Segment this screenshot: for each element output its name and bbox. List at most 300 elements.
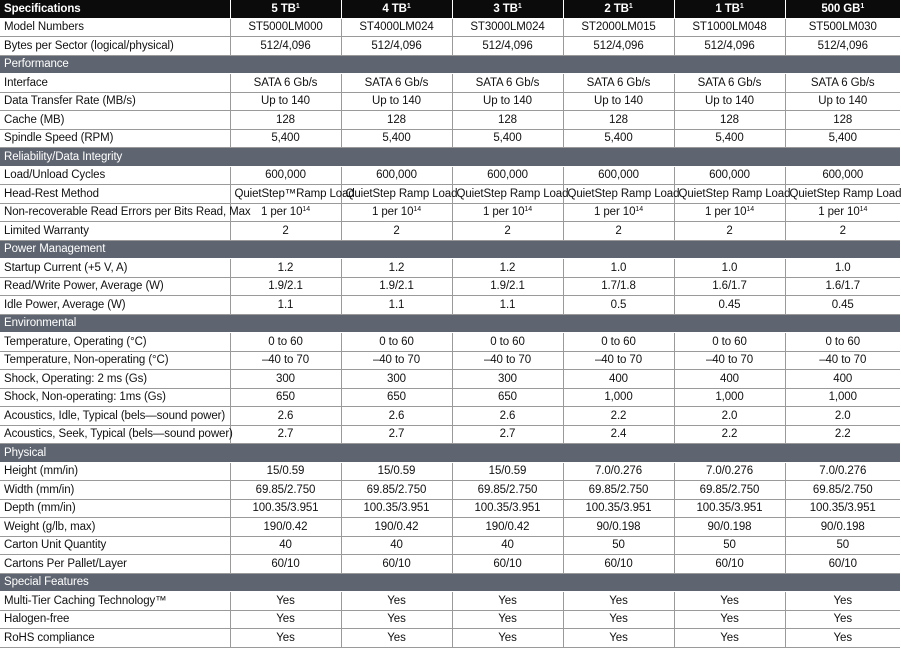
- spec-value-text: 100.35/3.951: [474, 502, 541, 515]
- spec-row: [0, 333, 900, 352]
- spec-value-text: 1 per 10: [705, 206, 747, 219]
- spec-value: [230, 592, 341, 611]
- spec-label: Halogen-free: [0, 610, 230, 629]
- spec-value-text: 2: [726, 224, 733, 237]
- spec-value-text: Up to 140: [372, 95, 421, 108]
- spec-row: [0, 351, 900, 370]
- spec-value: [230, 351, 341, 370]
- spec-value: [563, 610, 674, 629]
- spec-label: Acoustics, Idle, Typical (bels—sound power): [0, 407, 230, 426]
- spec-value: [563, 388, 674, 407]
- spec-body: [0, 18, 900, 647]
- spec-value-text: 1,000: [604, 391, 633, 404]
- spec-value: [563, 499, 674, 518]
- section-header-row: [0, 573, 900, 592]
- spec-label: Shock, Operating: 2 ms (Gs): [0, 370, 230, 389]
- spec-value: [785, 407, 900, 426]
- spec-value: [341, 277, 452, 296]
- spec-value-text: 1 per 10: [483, 206, 525, 219]
- spec-value-text: 5,400: [382, 132, 411, 145]
- spec-value: [674, 462, 785, 481]
- spec-value: [785, 425, 900, 444]
- header-label: [0, 0, 230, 18]
- spec-value-text: 50: [612, 539, 625, 552]
- spec-value-text: 2: [839, 224, 846, 237]
- spec-value: [452, 277, 563, 296]
- spec-value-text: –40 to 70: [483, 354, 532, 367]
- spec-row: [0, 555, 900, 574]
- spec-value: [230, 499, 341, 518]
- spec-value: [341, 425, 452, 444]
- spec-value-text: 600,000: [487, 169, 528, 182]
- spec-value: [452, 610, 563, 629]
- spec-value: [563, 296, 674, 315]
- spec-value: [785, 74, 900, 93]
- spec-value: [785, 259, 900, 278]
- spec-value: [341, 592, 452, 611]
- spec-value-text: QuietStep Ramp Load: [456, 187, 569, 200]
- spec-value: [785, 518, 900, 537]
- spec-value: [230, 92, 341, 111]
- spec-value: [452, 18, 563, 37]
- capacity-value: 2 TB: [604, 2, 629, 15]
- spec-value-text: Yes: [276, 594, 295, 607]
- spec-value: [563, 462, 674, 481]
- spec-value: [341, 555, 452, 574]
- spec-value: [452, 462, 563, 481]
- spec-value-text: 1.2: [499, 261, 516, 274]
- section-title: Physical: [0, 444, 900, 463]
- spec-value: [341, 499, 452, 518]
- spec-label: Multi-Tier Caching Technology™: [0, 592, 230, 611]
- spec-value-text: 600,000: [822, 169, 864, 182]
- spec-value-text: 128: [498, 113, 517, 126]
- spec-value: [785, 18, 900, 37]
- spec-value-text: 7.0/0.276: [705, 465, 754, 478]
- spec-value: [785, 481, 900, 500]
- spec-header: [0, 0, 900, 18]
- spec-value: [563, 222, 674, 241]
- spec-value-text: Yes: [387, 613, 406, 626]
- spec-value: [785, 370, 900, 389]
- spec-value-text: –40 to 70: [819, 354, 867, 367]
- spec-value-text: 90/0.198: [596, 520, 641, 533]
- spec-value-text: 1.6/1.7: [825, 280, 860, 293]
- spec-value-text: 1.7/1.8: [601, 280, 636, 293]
- spec-value: [341, 536, 452, 555]
- spec-value: [563, 129, 674, 148]
- spec-value: [674, 185, 791, 204]
- spec-value: [674, 610, 785, 629]
- spec-value-text: 1.0: [610, 261, 627, 274]
- spec-value: [563, 333, 674, 352]
- spec-value-text: Yes: [387, 594, 406, 607]
- spec-value-text: 2.0: [834, 409, 851, 422]
- spec-value-text: 300: [276, 372, 295, 385]
- capacity-value: 1 TB: [715, 2, 740, 15]
- spec-value-text: 100.35/3.951: [809, 502, 876, 515]
- spec-value: [785, 37, 900, 56]
- spec-value-text: Yes: [720, 613, 739, 626]
- spec-value-text: 69.85/2.750: [588, 483, 649, 496]
- spec-value-text: SATA 6 Gb/s: [586, 76, 651, 89]
- spec-value: [452, 259, 563, 278]
- spec-value: [785, 277, 900, 296]
- spec-value: [452, 222, 563, 241]
- spec-value-text: 100.35/3.951: [585, 502, 652, 515]
- spec-value-text: 0.45: [831, 298, 854, 311]
- spec-value: [674, 74, 785, 93]
- section-title: Special Features: [0, 573, 900, 592]
- spec-value: [452, 185, 569, 204]
- spec-value: [452, 481, 563, 500]
- spec-value-text: Yes: [498, 594, 517, 607]
- capacity-header: [230, 0, 341, 18]
- spec-value-text: 50: [723, 539, 736, 552]
- spec-value: [785, 610, 900, 629]
- spec-value: [452, 203, 563, 222]
- spec-value: [452, 74, 563, 93]
- spec-value-text: 100.35/3.951: [252, 502, 319, 515]
- spec-value: [341, 203, 452, 222]
- spec-label: Spindle Speed (RPM): [0, 129, 230, 148]
- capacity-header: [563, 0, 674, 18]
- spec-row: [0, 518, 900, 537]
- spec-value-text: Up to 140: [818, 95, 868, 108]
- spec-value: [674, 92, 785, 111]
- spec-value-text: 650: [498, 391, 517, 404]
- spec-value: [341, 333, 452, 352]
- exponent: 14: [413, 206, 421, 214]
- spec-value-text: –40 to 70: [594, 354, 643, 367]
- spec-label: Read/Write Power, Average (W): [0, 277, 230, 296]
- spec-value: [785, 499, 900, 518]
- spec-label: Depth (mm/in): [0, 499, 230, 518]
- spec-value-text: 2: [504, 224, 511, 237]
- spec-value-text: 1.0: [834, 261, 851, 274]
- spec-value: [563, 185, 680, 204]
- spec-value-text: 2.6: [277, 409, 294, 422]
- spec-value: [452, 37, 563, 56]
- spec-value: [341, 296, 452, 315]
- spec-value-text: 1.9/2.1: [490, 280, 525, 293]
- spec-label: Limited Warranty: [0, 222, 230, 241]
- section-header-row: [0, 55, 900, 74]
- spec-value: [341, 388, 452, 407]
- spec-value: [674, 629, 785, 648]
- spec-row: [0, 166, 900, 185]
- spec-value-text: 100.35/3.951: [696, 502, 763, 515]
- spec-value: [563, 351, 674, 370]
- spec-row: [0, 259, 900, 278]
- spec-label: Height (mm/in): [0, 462, 230, 481]
- spec-value: [674, 425, 785, 444]
- spec-value: [230, 259, 341, 278]
- spec-value: [230, 166, 341, 185]
- capacity-value: 4 TB: [382, 2, 407, 15]
- spec-value-text: ST4000LM024: [359, 21, 434, 34]
- spec-row: [0, 277, 900, 296]
- spec-value-text: 15/0.59: [488, 465, 527, 478]
- spec-value: [674, 592, 785, 611]
- spec-value: [785, 203, 900, 222]
- spec-value: [674, 518, 785, 537]
- spec-value: [674, 481, 785, 500]
- spec-label: Temperature, Non-operating (°C): [0, 351, 230, 370]
- spec-value-text: SATA 6 Gb/s: [697, 76, 762, 89]
- spec-value-text: 2: [393, 224, 400, 237]
- spec-value-text: 128: [833, 113, 853, 126]
- spec-row: [0, 18, 900, 37]
- spec-label: Interface: [0, 74, 230, 93]
- spec-value: [674, 166, 785, 185]
- capacity-header: [785, 0, 900, 18]
- spec-value-text: 1.0: [721, 261, 738, 274]
- spec-value-text: Yes: [833, 613, 852, 626]
- spec-value-text: 2.6: [388, 409, 405, 422]
- exponent: 14: [859, 206, 868, 214]
- spec-value: [341, 351, 452, 370]
- spec-value: [341, 518, 452, 537]
- spec-value: [341, 259, 452, 278]
- capacity-value: 3 TB: [493, 2, 518, 15]
- capacity-header: [341, 0, 452, 18]
- spec-value-text: 2.7: [277, 428, 294, 441]
- spec-value: [674, 499, 785, 518]
- spec-value: [674, 370, 785, 389]
- footnote-mark: 1: [628, 2, 633, 10]
- spec-value: [563, 518, 674, 537]
- spec-value-text: 2: [615, 224, 622, 237]
- section-header-row: [0, 444, 900, 463]
- spec-row: [0, 536, 900, 555]
- spec-row: [0, 425, 900, 444]
- spec-value-text: Yes: [720, 594, 739, 607]
- section-header-row: [0, 314, 900, 333]
- spec-value-text: 1,000: [828, 391, 857, 404]
- spec-value-text: 400: [720, 372, 739, 385]
- exponent: 14: [524, 206, 532, 214]
- spec-value: [341, 462, 452, 481]
- spec-value-text: ST3000LM024: [470, 21, 545, 34]
- spec-value: [674, 111, 785, 130]
- spec-value: [563, 629, 674, 648]
- spec-value-text: 90/0.198: [820, 520, 865, 533]
- footnote-mark: 1: [406, 2, 411, 10]
- spec-label: Carton Unit Quantity: [0, 536, 230, 555]
- spec-label: Load/Unload Cycles: [0, 166, 230, 185]
- spec-value-text: QuietStep Ramp Load: [789, 187, 901, 200]
- spec-value-text: Yes: [387, 631, 406, 644]
- spec-value-text: SATA 6 Gb/s: [810, 76, 875, 89]
- spec-value-text: 400: [609, 372, 628, 385]
- spec-value: [452, 518, 563, 537]
- spec-value-text: 1.1: [388, 298, 405, 311]
- spec-value-text: 128: [609, 113, 628, 126]
- spec-row: [0, 407, 900, 426]
- spec-value-text: 600,000: [376, 169, 417, 182]
- spec-row: [0, 74, 900, 93]
- spec-value-text: 1.6/1.7: [712, 280, 747, 293]
- footnote-mark: 1: [295, 2, 300, 10]
- spec-row: [0, 629, 900, 648]
- spec-value-text: 60/10: [493, 557, 522, 570]
- spec-value-text: QuietStep™Ramp Load: [234, 187, 355, 200]
- spec-value-text: 1.2: [277, 261, 294, 274]
- spec-row: [0, 111, 900, 130]
- spec-value: [452, 370, 563, 389]
- spec-label: Data Transfer Rate (MB/s): [0, 92, 230, 111]
- spec-value: [563, 277, 674, 296]
- spec-value: [563, 74, 674, 93]
- spec-value: [452, 92, 563, 111]
- capacity-header: [674, 0, 785, 18]
- spec-value: [785, 536, 900, 555]
- spec-value-text: 2: [282, 224, 289, 237]
- spec-value-text: 69.85/2.750: [699, 483, 760, 496]
- spec-value: [785, 296, 900, 315]
- spec-value-text: 2.0: [721, 409, 738, 422]
- spec-value-text: 69.85/2.750: [255, 483, 316, 496]
- header-row: [0, 0, 900, 18]
- spec-value-text: 0 to 60: [268, 335, 303, 348]
- spec-value: [674, 18, 785, 37]
- spec-value-text: 1,000: [715, 391, 744, 404]
- spec-value-text: 15/0.59: [377, 465, 416, 478]
- spec-value-text: 0 to 60: [825, 335, 860, 348]
- spec-row: [0, 222, 900, 241]
- spec-value-text: QuietStep Ramp Load: [345, 187, 458, 200]
- spec-value-text: 0 to 60: [601, 335, 636, 348]
- spec-value: [674, 277, 785, 296]
- spec-value-text: 40: [279, 539, 292, 552]
- spec-value: [230, 425, 341, 444]
- spec-value-text: 2.2: [610, 409, 627, 422]
- spec-row: [0, 37, 900, 56]
- spec-value-text: 5,400: [493, 132, 522, 145]
- section-title: Reliability/Data Integrity: [0, 148, 900, 167]
- spec-value-text: 69.85/2.750: [477, 483, 538, 496]
- spec-value: [563, 18, 674, 37]
- section-header-row: [0, 148, 900, 167]
- spec-value: [452, 111, 563, 130]
- spec-row: [0, 592, 900, 611]
- spec-value-text: 128: [387, 113, 406, 126]
- spec-value: [452, 166, 563, 185]
- spec-value-text: ST1000LM048: [692, 21, 767, 34]
- spec-value-text: –40 to 70: [372, 354, 421, 367]
- spec-value-text: 1 per 10: [261, 206, 303, 219]
- spec-value-text: 1.9/2.1: [268, 280, 303, 293]
- spec-row: [0, 185, 900, 204]
- spec-value-text: 512/4,096: [371, 39, 422, 52]
- spec-value: [563, 425, 674, 444]
- spec-value-text: QuietStep Ramp Load: [567, 187, 680, 200]
- spec-value-text: 5,400: [271, 132, 300, 145]
- spec-value: [230, 296, 341, 315]
- section-header-row: [0, 240, 900, 259]
- spec-value-text: 100.35/3.951: [363, 502, 430, 515]
- spec-value: [563, 481, 674, 500]
- spec-value: [452, 333, 563, 352]
- capacity-value: 500 GB: [821, 2, 861, 15]
- spec-value: [341, 166, 452, 185]
- spec-value-text: Yes: [609, 631, 628, 644]
- spec-value-text: 1.1: [277, 298, 294, 311]
- spec-value-text: 2.2: [721, 428, 738, 441]
- spec-label: Acoustics, Seek, Typical (bels—sound power): [0, 425, 230, 444]
- spec-row: [0, 481, 900, 500]
- spec-value-text: 400: [833, 372, 853, 385]
- spec-value: [785, 111, 900, 130]
- spec-value-text: 512/4,096: [704, 39, 755, 52]
- spec-value-text: 60/10: [604, 557, 633, 570]
- spec-value-text: 2.7: [388, 428, 405, 441]
- spec-value: [341, 18, 452, 37]
- spec-value-text: Yes: [609, 594, 628, 607]
- spec-value: [563, 111, 674, 130]
- spec-value-text: 650: [276, 391, 295, 404]
- spec-value: [452, 592, 563, 611]
- spec-value-text: Up to 140: [261, 95, 310, 108]
- spec-row: [0, 462, 900, 481]
- spec-value-text: 0 to 60: [379, 335, 414, 348]
- header-label-text: Specifications: [4, 2, 81, 15]
- spec-value-text: 1.1: [499, 298, 516, 311]
- spec-value: [674, 203, 785, 222]
- spec-value-text: 512/4,096: [817, 39, 868, 52]
- spec-value: [452, 129, 563, 148]
- spec-value-text: 69.85/2.750: [812, 483, 873, 496]
- spec-value: [785, 351, 900, 370]
- spec-value-text: Yes: [498, 631, 517, 644]
- spec-value: [674, 388, 785, 407]
- spec-value-text: 600,000: [598, 169, 639, 182]
- spec-value: [230, 185, 355, 204]
- spec-row: [0, 296, 900, 315]
- spec-value-text: 40: [501, 539, 514, 552]
- spec-value: [230, 277, 341, 296]
- spec-value-text: 5,400: [715, 132, 744, 145]
- spec-value: [674, 536, 785, 555]
- spec-value-text: 600,000: [709, 169, 750, 182]
- spec-label: RoHS compliance: [0, 629, 230, 648]
- spec-value: [674, 555, 785, 574]
- spec-value: [230, 536, 341, 555]
- spec-value-text: 512/4,096: [593, 39, 644, 52]
- spec-value-text: Up to 140: [594, 95, 643, 108]
- spec-value: [785, 333, 900, 352]
- spec-value-text: 50: [836, 539, 850, 552]
- spec-value: [674, 351, 785, 370]
- spec-value: [341, 111, 452, 130]
- spec-value-text: 2.6: [499, 409, 516, 422]
- spec-value: [452, 388, 563, 407]
- spec-value-text: 0.45: [718, 298, 741, 311]
- spec-value-text: Yes: [833, 631, 852, 644]
- spec-value: [563, 166, 674, 185]
- spec-value: [674, 407, 785, 426]
- spec-value-text: 60/10: [382, 557, 411, 570]
- spec-value: [230, 610, 341, 629]
- section-title: Environmental: [0, 314, 900, 333]
- spec-value: [452, 555, 563, 574]
- spec-label: Cartons Per Pallet/Layer: [0, 555, 230, 574]
- spec-value: [230, 74, 341, 93]
- spec-value: [230, 481, 341, 500]
- footnote-mark: 1: [860, 2, 865, 10]
- spec-value: [230, 18, 341, 37]
